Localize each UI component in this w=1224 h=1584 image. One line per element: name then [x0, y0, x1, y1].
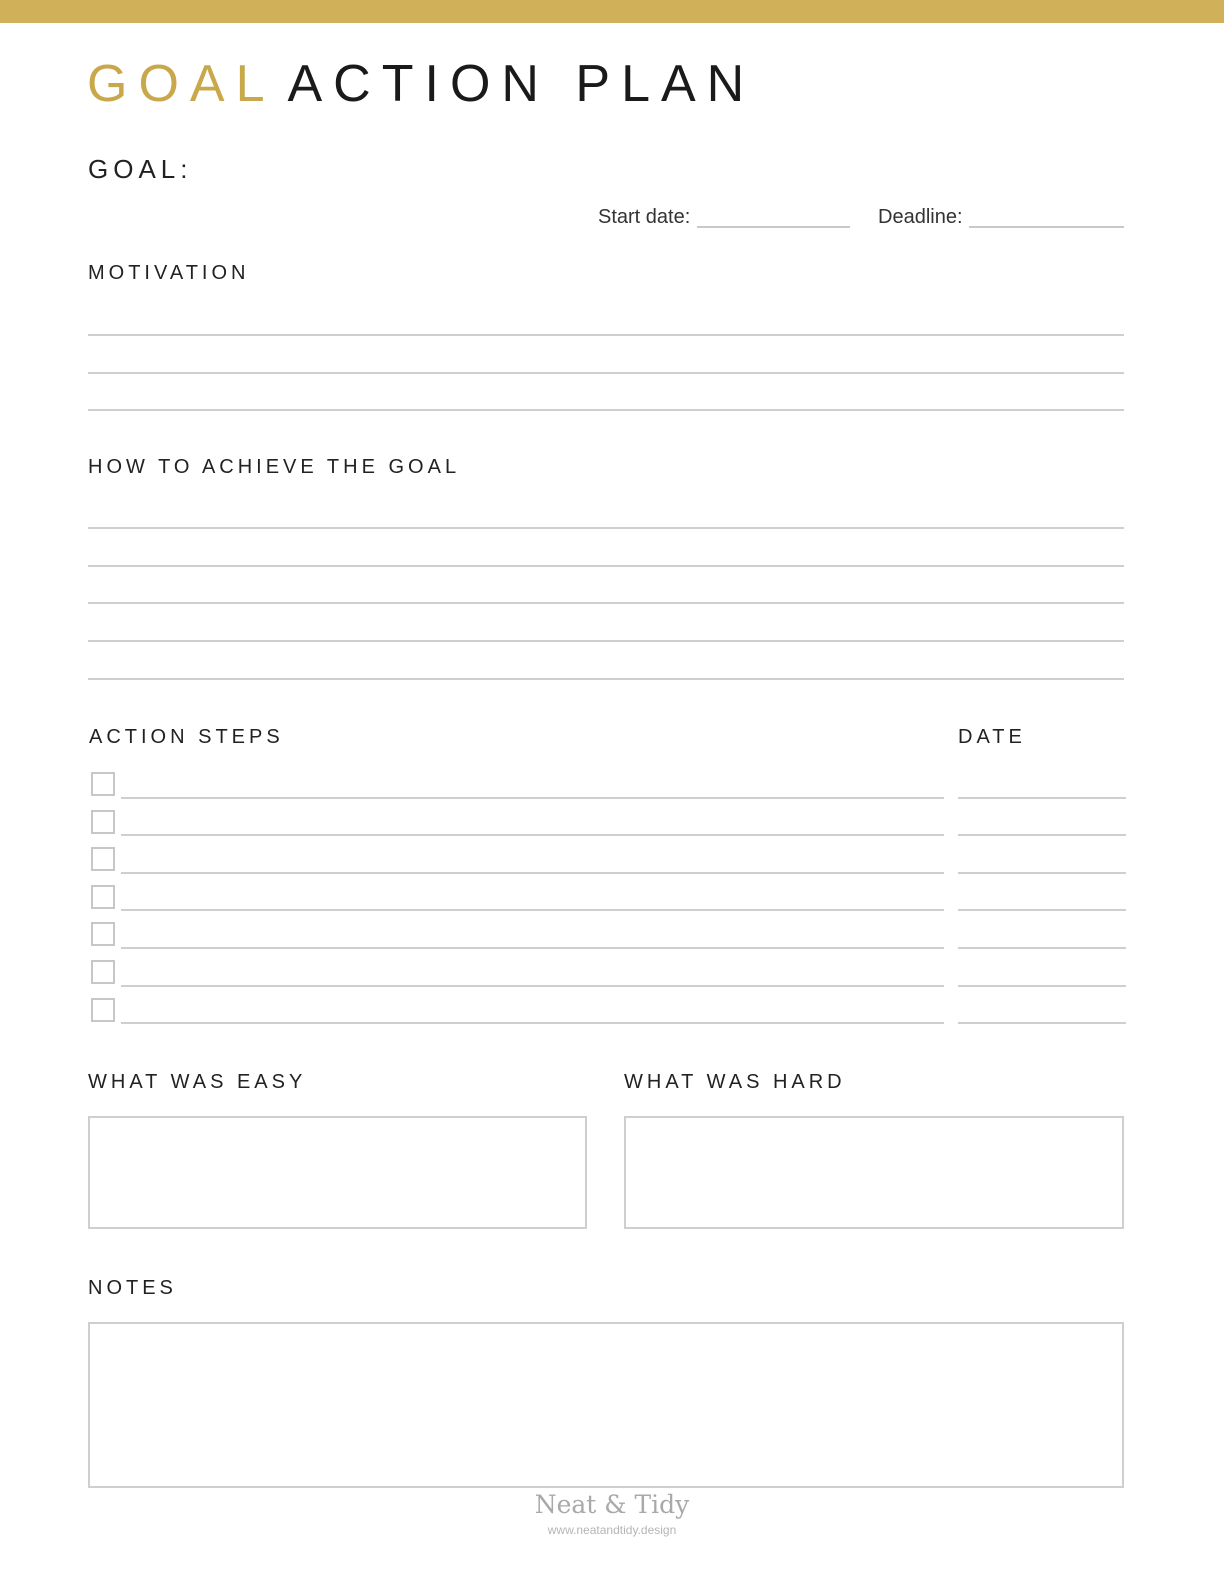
motivation-heading: MOTIVATION	[88, 262, 250, 284]
how-to-achieve-line[interactable]	[88, 640, 1124, 642]
what-was-easy-heading: WHAT WAS EASY	[88, 1071, 307, 1093]
step-checkbox[interactable]	[91, 772, 115, 796]
title-goal-word: GOAL	[87, 55, 276, 113]
step-checkbox[interactable]	[91, 998, 115, 1022]
motivation-line[interactable]	[88, 372, 1124, 374]
what-was-hard-box[interactable]	[624, 1116, 1124, 1229]
step-date-line[interactable]	[958, 909, 1126, 911]
step-checkbox[interactable]	[91, 922, 115, 946]
deadline-field[interactable]	[969, 226, 1124, 228]
notes-box[interactable]	[88, 1322, 1124, 1488]
date-column-heading: DATE	[958, 726, 1026, 748]
step-line[interactable]	[121, 1022, 944, 1024]
how-to-achieve-line[interactable]	[88, 602, 1124, 604]
step-date-line[interactable]	[958, 947, 1126, 949]
start-date-label: Start date:	[598, 206, 691, 228]
step-checkbox[interactable]	[91, 810, 115, 834]
step-date-line[interactable]	[958, 872, 1126, 874]
step-line[interactable]	[121, 797, 944, 799]
how-to-achieve-line[interactable]	[88, 527, 1124, 529]
step-line[interactable]	[121, 947, 944, 949]
step-checkbox[interactable]	[91, 847, 115, 871]
step-line[interactable]	[121, 909, 944, 911]
how-to-achieve-line[interactable]	[88, 678, 1124, 680]
step-date-line[interactable]	[958, 834, 1126, 836]
notes-heading: NOTES	[88, 1277, 177, 1299]
step-date-line[interactable]	[958, 797, 1126, 799]
title-action-plan: ACTION PLAN	[287, 55, 756, 113]
step-line[interactable]	[121, 872, 944, 874]
how-to-achieve-heading: HOW TO ACHIEVE THE GOAL	[88, 456, 461, 478]
action-steps-heading: ACTION STEPS	[89, 726, 284, 748]
step-date-line[interactable]	[958, 1022, 1126, 1024]
motivation-line[interactable]	[88, 334, 1124, 336]
what-was-hard-heading: WHAT WAS HARD	[624, 1071, 846, 1093]
goal-label: GOAL:	[88, 154, 193, 184]
step-line[interactable]	[121, 834, 944, 836]
step-date-line[interactable]	[958, 985, 1126, 987]
how-to-achieve-line[interactable]	[88, 565, 1124, 567]
start-date-field[interactable]	[697, 226, 850, 228]
what-was-easy-box[interactable]	[88, 1116, 587, 1229]
brand-logo-text: Neat & Tidy	[534, 1490, 690, 1519]
top-accent-bar	[0, 0, 1224, 23]
page-title	[87, 55, 756, 113]
step-checkbox[interactable]	[91, 960, 115, 984]
motivation-line[interactable]	[88, 409, 1124, 411]
step-line[interactable]	[121, 985, 944, 987]
step-checkbox[interactable]	[91, 885, 115, 909]
brand-url: www.neatandtidy.design	[547, 1523, 677, 1537]
deadline-label: Deadline:	[878, 206, 963, 228]
